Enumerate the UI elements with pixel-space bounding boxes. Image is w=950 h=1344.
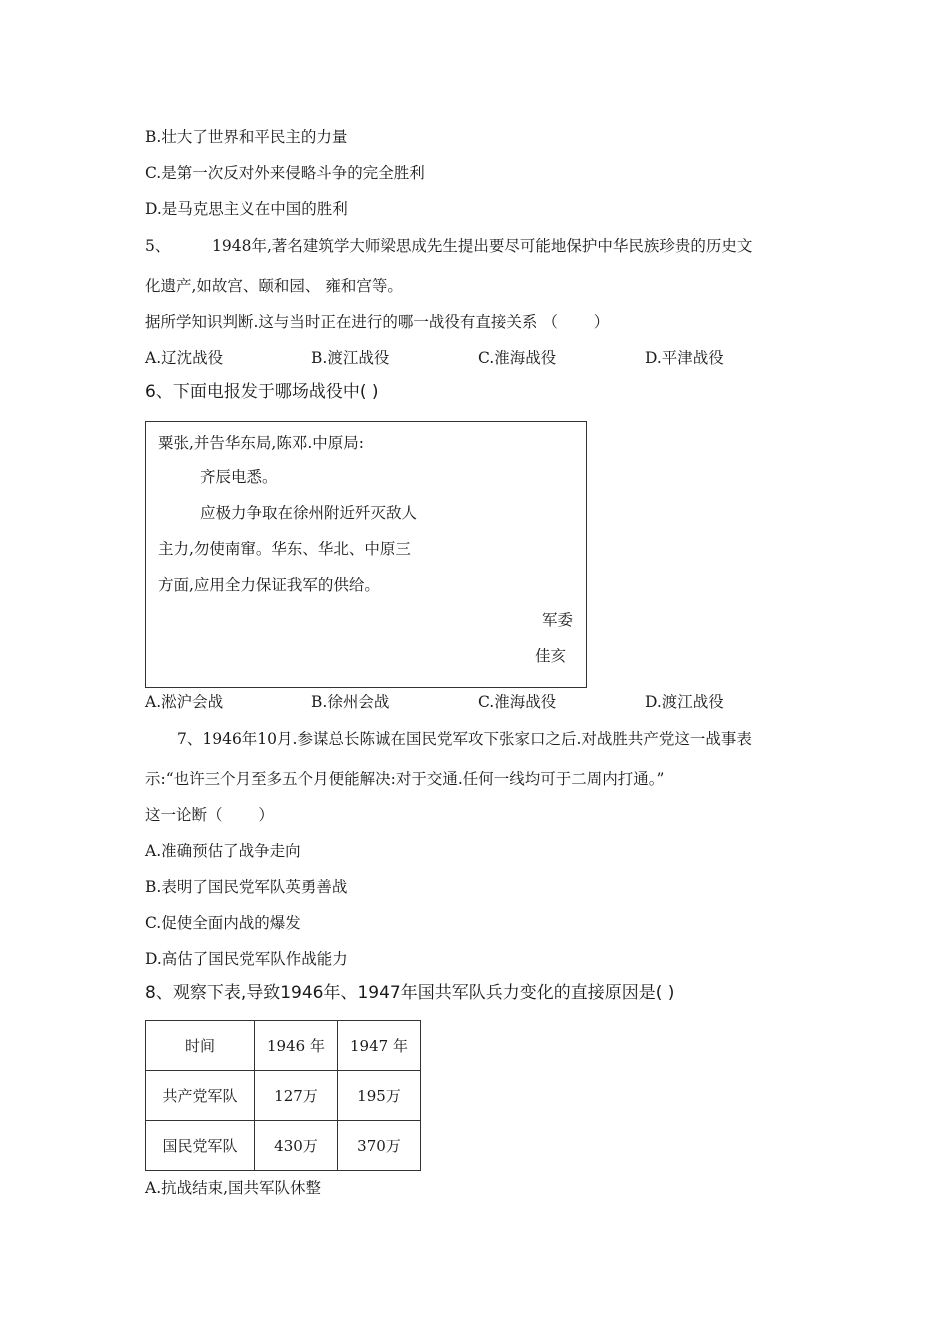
q5-stem-line1: 1948年,著名建筑学大师梁思成先生提出要尽可能地保护中华民族珍贵的历史文: [212, 237, 753, 255]
telegram-date: 佳亥: [535, 647, 567, 665]
q6-heading: 6、下面电报发于哪场战役中( ): [145, 382, 379, 402]
q8-heading: 8、观察下表,导致1946年、1947年国共军队兵力变化的直接原因是( ): [145, 983, 675, 1003]
telegram-line1: 粟张,并告华东局,陈邓.中原局:: [158, 434, 365, 452]
q6-option-c: C.淮海战役: [478, 693, 557, 711]
telegram-line4: 主力,勿使南窜。华东、华北、中原三: [158, 540, 411, 558]
q6-option-b: B.徐州会战: [311, 693, 390, 711]
table-row: [146, 1121, 421, 1171]
q6-option-d: D.渡江战役: [645, 693, 724, 711]
q5-option-a: A.辽沈战役: [145, 349, 224, 367]
q7-option-c: C.促使全面内战的爆发: [145, 914, 301, 932]
q4-option-d: D.是马克思主义在中国的胜利: [145, 200, 348, 218]
q6-option-a: A.淞沪会战: [145, 693, 224, 711]
q7-stem-line2: 示:“也许三个月至多五个月便能解决:对于交通.任何一线均可于二周内打通。”: [145, 770, 665, 788]
q5-option-c: C.淮海战役: [478, 349, 557, 367]
q8-option-a: A.抗战结束,国共军队休整: [145, 1179, 322, 1197]
table-cell: 国民党军队: [146, 1121, 255, 1171]
table-row: [146, 1071, 421, 1121]
q7-option-d: D.高估了国民党军队作战能力: [145, 950, 348, 968]
q5-number: 5、: [145, 237, 171, 255]
table-cell: 430万: [255, 1121, 338, 1171]
table-cell: 370万: [338, 1121, 421, 1171]
telegram-line2: 齐辰电悉。: [200, 468, 278, 486]
q7-stem-line3: 这一论断（ ）: [145, 806, 274, 824]
q4-option-b: B.壮大了世界和平民主的力量: [145, 128, 348, 146]
telegram-line3: 应极力争取在徐州附近歼灭敌人: [200, 504, 418, 522]
q7-option-a: A.准确预估了战争走向: [145, 842, 301, 860]
table-cell: 127万: [255, 1071, 338, 1121]
telegram-box: [145, 421, 587, 688]
telegram-signature: 军委: [542, 611, 574, 629]
q7-stem-line1: 7、1946年10月.参谋总长陈诚在国民党军攻下张家口之后.对战胜共产党这一战事表: [177, 730, 752, 748]
q5-option-d: D.平津战役: [645, 349, 724, 367]
q4-option-c: C.是第一次反对外来侵略斗争的完全胜利: [145, 164, 425, 182]
troop-table: [145, 1020, 421, 1171]
q7-option-b: B.表明了国民党军队英勇善战: [145, 878, 348, 896]
table-header-cell: 1946 年: [255, 1021, 338, 1071]
table-header-row: [146, 1021, 421, 1071]
q5-option-b: B.渡江战役: [311, 349, 390, 367]
telegram-line5: 方面,应用全力保证我军的供给。: [158, 576, 380, 594]
q5-stem-line2: 化遗产,如故宫、颐和园、 雍和宫等。: [145, 277, 403, 295]
q5-stem-line3: 据所学知识判断.这与当时正在进行的哪一战役有直接关系 （ ）: [145, 313, 610, 331]
table-cell: 共产党军队: [146, 1071, 255, 1121]
table-header-cell: 1947 年: [338, 1021, 421, 1071]
table-cell: 195万: [338, 1071, 421, 1121]
table-header-cell: 时间: [146, 1021, 255, 1071]
